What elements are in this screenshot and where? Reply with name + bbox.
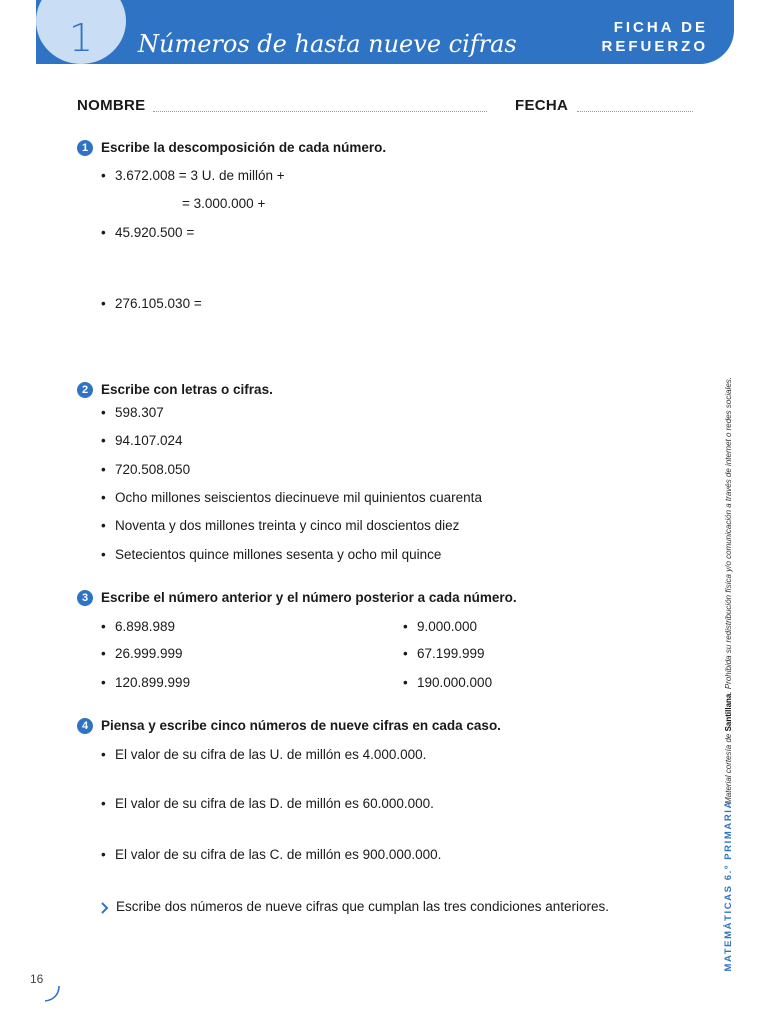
item-text: 120.899.999 <box>115 675 191 690</box>
item-text: 3.672.008 = 3 U. de millón + <box>115 168 285 183</box>
bullet: • <box>403 619 408 634</box>
bullet: • <box>403 646 408 661</box>
exercise-instruction: Escribe con letras o cifras. <box>101 382 273 397</box>
bullet: • <box>101 296 106 311</box>
name-date-row <box>77 97 692 117</box>
list-item <box>101 489 482 507</box>
bullet: • <box>403 675 408 690</box>
name-label: NOMBRE <box>77 97 146 114</box>
item-text: 6.898.989 <box>115 619 176 634</box>
list-item <box>101 618 175 636</box>
bullet: • <box>101 462 106 477</box>
list-item <box>403 618 477 636</box>
item-text: 94.107.024 <box>115 433 183 448</box>
exercise-number-badge: 1 <box>77 140 93 156</box>
list-item <box>101 461 190 479</box>
exercise-number-badge: 3 <box>77 590 93 606</box>
bullet: • <box>101 405 106 420</box>
exercise-instruction: Piensa y escribe cinco números de nueve cifras en cada caso. <box>101 718 501 733</box>
legal-suffix: . Prohibida su redistribución física y/o comunicación a través de internet o redes sociales. <box>723 376 733 694</box>
bullet: • <box>101 847 106 862</box>
legal-sidebar <box>720 370 736 810</box>
item-text: 67.199.999 <box>417 646 485 661</box>
item-text: 45.920.500 = <box>115 225 195 240</box>
item-text: 598.307 <box>115 405 164 420</box>
name-field[interactable] <box>153 111 487 112</box>
brand-name: Santillana <box>723 693 733 731</box>
legal-prefix: Material cortesía de <box>723 730 733 804</box>
bullet: • <box>101 490 106 505</box>
bullet: • <box>101 619 106 634</box>
item-text: 190.000.000 <box>417 675 493 690</box>
exercise-3-heading <box>77 589 517 607</box>
item-text: El valor de su cifra de las D. de millón es 60.000.000. <box>115 796 434 811</box>
list-item <box>101 674 190 692</box>
legal-notice <box>724 377 733 804</box>
bullet: • <box>101 646 106 661</box>
bullet: • <box>101 433 106 448</box>
item-text: = 3.000.000 + <box>182 196 266 211</box>
item-text: 9.000.000 <box>417 619 478 634</box>
list-item <box>403 645 485 663</box>
list-item <box>403 674 492 692</box>
page-number: 16 <box>30 972 44 986</box>
continuation-line <box>182 195 265 213</box>
date-label: FECHA <box>515 97 569 114</box>
worksheet-type-line2: REFUERZO <box>601 38 708 55</box>
list-item <box>101 167 285 185</box>
list-item <box>101 224 194 242</box>
subject-label: MATEMÁTICAS 6.º PRIMARIA <box>722 800 734 972</box>
exercise-2-heading <box>77 381 273 399</box>
unit-number: 1 <box>68 16 94 60</box>
exercise-1-heading <box>77 139 386 157</box>
exercise-4-heading <box>77 717 501 735</box>
bullet: • <box>101 225 106 240</box>
worksheet-type-line1: FICHA DE <box>613 19 708 36</box>
list-item <box>101 404 164 422</box>
bullet: • <box>101 796 106 811</box>
item-text: Ocho millones seiscientos diecinueve mil quinientos cuarenta <box>115 490 482 505</box>
item-text: El valor de su cifra de las C. de millón es 900.000.000. <box>115 847 442 862</box>
item-text: 26.999.999 <box>115 646 183 661</box>
list-item <box>101 746 426 764</box>
item-text: Noventa y dos millones treinta y cinco mil doscientos diez <box>115 518 460 533</box>
list-item <box>101 645 183 663</box>
item-text: 276.105.030 = <box>115 296 202 311</box>
item-text: 720.508.050 <box>115 462 191 477</box>
worksheet-type <box>588 18 708 56</box>
list-item <box>101 432 183 450</box>
list-item <box>101 795 434 813</box>
bullet: • <box>101 747 106 762</box>
list-item <box>101 295 202 313</box>
subject-sidebar <box>720 800 736 972</box>
bullet: • <box>101 518 106 533</box>
bullet: • <box>101 547 106 562</box>
page-title: Números de hasta nueve cifras <box>138 30 517 58</box>
exercise-number-badge: 2 <box>77 382 93 398</box>
followup-text: Escribe dos números de nueve cifras que cumplan las tres condiciones anteriores. <box>116 899 610 914</box>
bullet: • <box>101 675 106 690</box>
page-corner-decoration <box>42 984 62 1004</box>
exercise-number-badge: 4 <box>77 718 93 734</box>
list-item <box>101 517 459 535</box>
chevron-right-icon <box>100 902 110 914</box>
date-field[interactable] <box>577 111 693 112</box>
item-text: El valor de su cifra de las U. de millón es 4.000.000. <box>115 747 427 762</box>
exercise-instruction: Escribe la descomposición de cada número. <box>101 140 387 155</box>
list-item <box>101 846 441 864</box>
item-text: Setecientos quince millones sesenta y ocho mil quince <box>115 547 442 562</box>
exercise-instruction: Escribe el número anterior y el número posterior a cada número. <box>101 590 517 605</box>
bullet: • <box>101 168 106 183</box>
list-item <box>101 546 441 564</box>
